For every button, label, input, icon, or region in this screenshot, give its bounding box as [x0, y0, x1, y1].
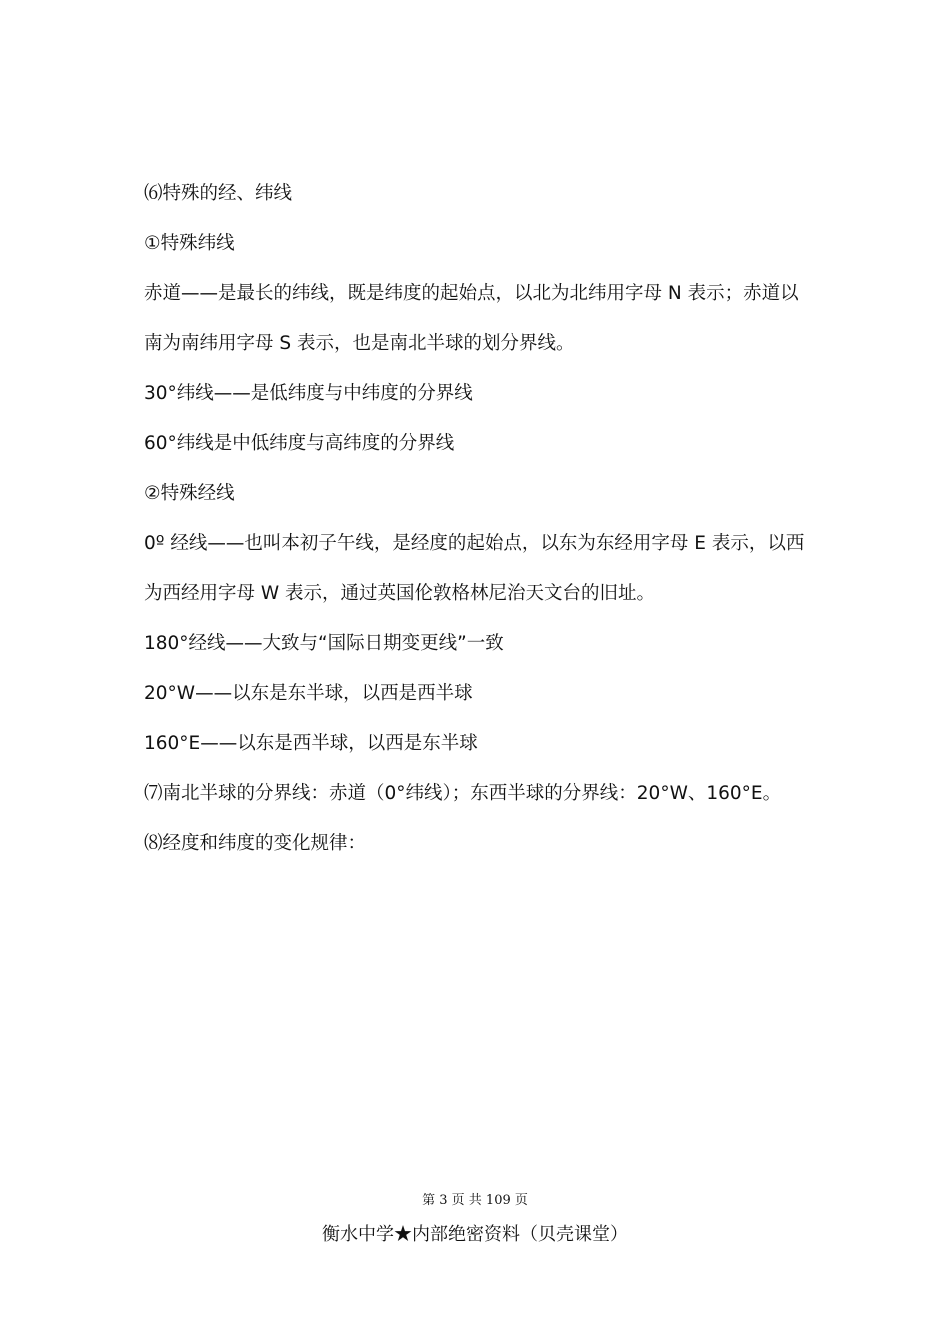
paragraph-20w: 20°W——以东是东半球，以西是西半球 — [144, 683, 473, 704]
paragraph-60-latitude: 60°纬线是中低纬度与高纬度的分界线 — [144, 433, 455, 454]
heading-variation-rules: ⑻经度和纬度的变化规律： — [144, 833, 367, 854]
paragraph-30-latitude: 30°纬线——是低纬度与中纬度的分界线 — [144, 383, 473, 404]
heading-special-lines: ⑹特殊的经、纬线 — [144, 183, 293, 204]
paragraph-160e: 160°E——以东是西半球，以西是东半球 — [144, 733, 478, 754]
footer-note: 衡水中学★内部绝密资料（贝壳课堂） — [322, 1224, 628, 1245]
paragraph-equator-line-2: 南为南纬用字母 S 表示，也是南北半球的划分界线。 — [144, 333, 575, 354]
page-number: 第 3 页 共 109 页 — [422, 1193, 528, 1208]
paragraph-equator-line-1: 赤道——是最长的纬线，既是纬度的起始点，以北为北纬用字母 N 表示；赤道以 — [144, 283, 799, 304]
paragraph-prime-meridian-line-2: 为西经用字母 W 表示，通过英国伦敦格林尼治天文台的旧址。 — [144, 583, 656, 604]
subheading-special-longitudes: ②特殊经线 — [144, 483, 235, 504]
subheading-special-latitudes: ①特殊纬线 — [144, 233, 235, 254]
heading-hemisphere-boundaries: ⑺南北半球的分界线：赤道（0°纬线）；东西半球的分界线：20°W、160°E。 — [144, 783, 782, 804]
document-body — [144, 176, 824, 876]
paragraph-180-longitude: 180°经线——大致与“国际日期变更线”一致 — [144, 633, 504, 654]
paragraph-prime-meridian-line-1: 0º 经线——也叫本初子午线，是经度的起始点，以东为东经用字母 E 表示，以西 — [144, 533, 805, 554]
